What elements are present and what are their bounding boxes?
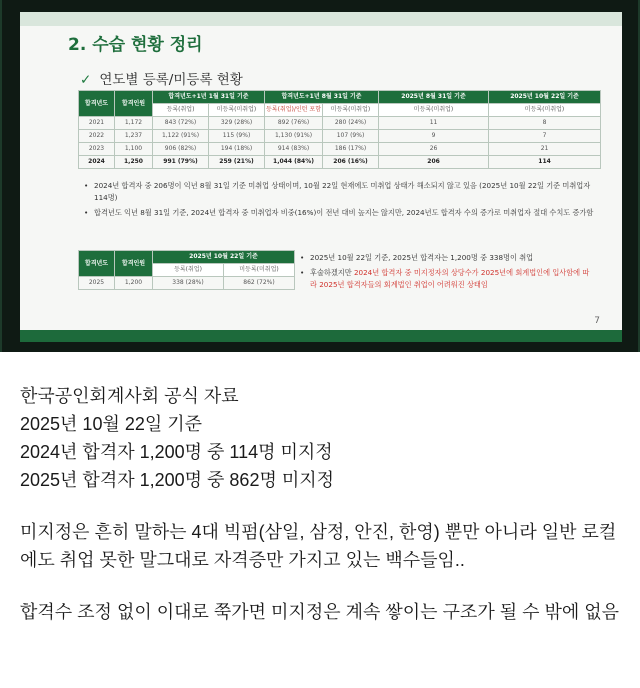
header-cell: 합격년도 [79, 251, 115, 277]
table-cell: 206 (16%) [323, 156, 379, 169]
table-cell: 892 (76%) [265, 117, 323, 130]
bullet-highlight: 2024년 합격자 중 미지정자의 상당수가 2025년에 회계법인에 입사함에 따라 2025년 합격자들의 회계법인 취업이 어려워진 상태임 [310, 268, 590, 289]
table-cell: 914 (83%) [265, 143, 323, 156]
table-row [79, 143, 601, 156]
post-line: 한국공인회계사회 공식 자료 [20, 386, 239, 406]
photo-edge-left [0, 0, 2, 352]
table-cell: 11 [379, 117, 489, 130]
table-row [79, 117, 601, 130]
table-header-row [79, 91, 601, 104]
table-row [79, 130, 601, 143]
subheader-cell: 미등록(미취업) [489, 104, 601, 117]
header-cell: 2025년 10월 22일 기준 [153, 251, 295, 264]
table-cell: 1,200 [115, 277, 153, 290]
subheader-cell: 등록(취업) [153, 264, 224, 277]
slide-subtitle [80, 68, 243, 88]
table-cell: 329 (28%) [209, 117, 265, 130]
table-cell: 1,130 (91%) [265, 130, 323, 143]
check-icon: ✓ [80, 72, 92, 88]
bullet-item: • 2024년 합격자 중 206명이 익년 8월 31일 기준 미취업 상태이며, 10월 22일 현재에도 미취업 상태가 해소되지 않고 있음 (2025년 10월 22일 기준 미취업자 114명) [84, 180, 604, 204]
table-cell: 843 (72%) [153, 117, 209, 130]
table-row [79, 277, 295, 290]
side-bullets [300, 252, 590, 294]
post-paragraph: 합격수 조정 없이 이대로 쭉가면 미지정은 계속 쌓이는 구조가 될 수 밖에 없음 [20, 602, 620, 622]
slide-bottom-band [20, 330, 622, 342]
table-cell: 1,250 [115, 156, 153, 169]
post-body [20, 382, 625, 626]
post-paragraph: 미지정은 흔히 말하는 4대 빅펌(삼일, 삼정, 안진, 한영) 뿐만 아니라 일반 로컬에도 취업 못한 말그대로 자격증만 가지고 있는 백수들임.. [20, 522, 617, 570]
table-cell: 338 (28%) [153, 277, 224, 290]
table-subheader-row [79, 104, 601, 117]
subheader-cell: 미등록(미취업) [323, 104, 379, 117]
table-cell: 21 [489, 143, 601, 156]
slide-subtitle-text: 연도별 등록/미등록 현황 [99, 72, 243, 88]
table-cell: 991 (79%) [153, 156, 209, 169]
table-header-row [79, 251, 295, 264]
table-cell: 1,237 [115, 130, 153, 143]
table-cell: 906 (82%) [153, 143, 209, 156]
post-line: 2025년 합격자 1,200명 중 862명 미지정 [20, 470, 335, 490]
subheader-cell: 미등록(미취업) [224, 264, 295, 277]
bullet-item: • 합격년도 익년 8월 31일 기준, 2024년 합격자 중 미취업자 비중(16%)이 전년 대비 높지는 않지만, 2024년도 합격자 수의 증가로 미취업자 절대 수치도 증가함 [84, 207, 604, 219]
paragraph-gap [20, 494, 625, 518]
subheader-cell: 등록(취업) [153, 104, 209, 117]
header-cell: 2025년 8월 31일 기준 [379, 91, 489, 104]
table-cell: 1,044 (84%) [265, 156, 323, 169]
table-cell: 8 [489, 117, 601, 130]
table-cell: 862 (72%) [224, 277, 295, 290]
bullet-text: 후술하겠지만 [310, 268, 354, 277]
paragraph-gap [20, 574, 625, 598]
table-2025 [78, 250, 295, 290]
table-cell: 2023 [79, 143, 115, 156]
post-line: 2024년 합격자 1,200명 중 114명 미지정 [20, 442, 333, 462]
table-cell: 107 (9%) [323, 130, 379, 143]
table-row [79, 156, 601, 169]
table-cell: 194 (18%) [209, 143, 265, 156]
page-number: 7 [594, 316, 600, 326]
bullet-item: • 2025년 10월 22일 기준, 2025년 합격자는 1,200명 중 338명이 취업 [300, 252, 590, 264]
table-cell: 1,172 [115, 117, 153, 130]
table-cell: 206 [379, 156, 489, 169]
table-cell: 114 [489, 156, 601, 169]
slide-top-band [20, 12, 622, 26]
subheader-cell: 등록(취업)/인턴 포함 [265, 104, 323, 117]
header-cell: 합격인원 [115, 251, 153, 277]
table-cell: 7 [489, 130, 601, 143]
presentation-slide [20, 12, 622, 342]
bullet-item [300, 267, 590, 291]
header-cell: 합격년도+1년 1월 31일 기준 [153, 91, 265, 104]
table-cell: 2024 [79, 156, 115, 169]
header-cell: 2025년 10월 22일 기준 [489, 91, 601, 104]
subheader-cell: 미등록(미취업) [209, 104, 265, 117]
slide-title: 2. 수습 현황 정리 [68, 35, 203, 55]
table-cell: 1,122 (91%) [153, 130, 209, 143]
table-cell: 186 (17%) [323, 143, 379, 156]
subheader-cell: 미등록(미취업) [379, 104, 489, 117]
registration-table [78, 90, 601, 169]
header-cell: 합격인원 [115, 91, 153, 117]
table-cell: 115 (9%) [209, 130, 265, 143]
header-cell: 합격년도+1년 8월 31일 기준 [265, 91, 379, 104]
post-line: 2025년 10월 22일 기준 [20, 414, 203, 434]
table-cell: 26 [379, 143, 489, 156]
summary-bullets [84, 180, 604, 222]
table-cell: 280 (24%) [323, 117, 379, 130]
table-cell: 259 (21%) [209, 156, 265, 169]
header-cell: 합격년도 [79, 91, 115, 117]
table-cell: 1,100 [115, 143, 153, 156]
table-cell: 2025 [79, 277, 115, 290]
table-cell: 2022 [79, 130, 115, 143]
table-cell: 9 [379, 130, 489, 143]
table-cell: 2021 [79, 117, 115, 130]
